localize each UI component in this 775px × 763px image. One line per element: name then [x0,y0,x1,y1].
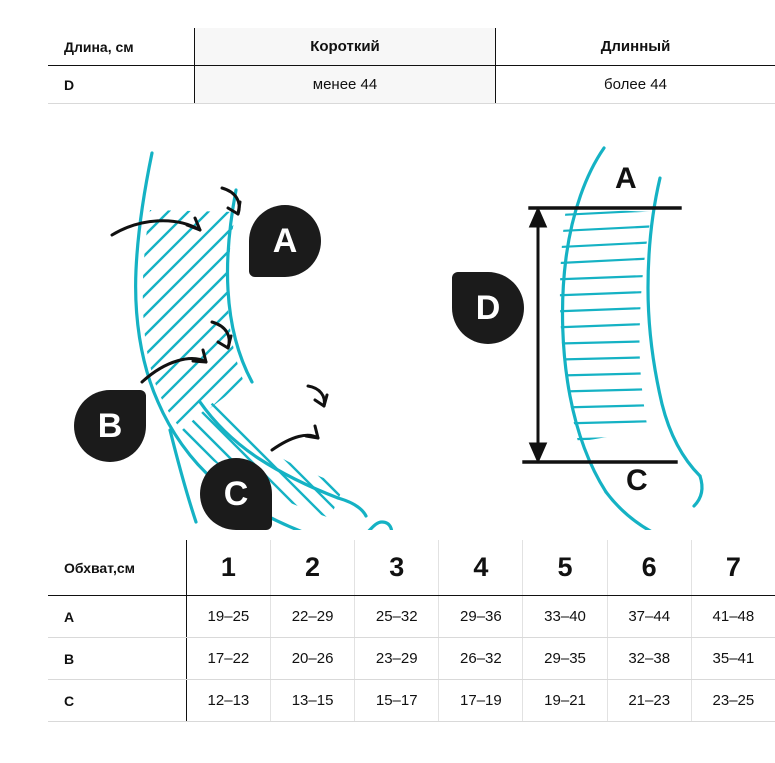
girth-a-2: 22–29 [270,596,354,638]
table-row [48,680,775,722]
girth-table-header-label: Обхват,см [48,540,186,596]
length-table-header-label: Длина, см [48,28,195,66]
girth-c-7: 23–25 [691,680,775,722]
girth-col-2: 2 [270,540,354,596]
illustration-area [0,130,775,530]
girth-row-label-b: B [48,638,186,680]
table-row [48,540,775,596]
length-table-head [48,28,775,66]
badge-a: A [249,205,321,277]
girth-table [48,540,775,722]
girth-row-label-c: C [48,680,186,722]
measure-arrow-d [531,210,545,460]
length-table-header-short: Короткий [195,28,496,66]
badge-b: B [74,390,146,462]
girth-b-7: 35–41 [691,638,775,680]
girth-a-6: 37–44 [607,596,691,638]
length-row-d-short: менее 44 [195,66,496,104]
table-row [48,66,775,104]
girth-col-3: 3 [355,540,439,596]
length-row-label-d: D [48,66,195,104]
length-table-body [48,66,775,104]
girth-a-3: 25–32 [355,596,439,638]
girth-c-1: 12–13 [186,680,270,722]
girth-c-5: 19–21 [523,680,607,722]
table-row [48,28,775,66]
girth-col-5: 5 [523,540,607,596]
girth-c-3: 15–17 [355,680,439,722]
girth-table-head [48,540,775,596]
hatch-forearm [106,370,464,530]
table-row [48,638,775,680]
measure-bars-right [524,208,680,462]
girth-col-6: 6 [607,540,691,596]
girth-row-label-a: A [48,596,186,638]
table-row [48,596,775,638]
girth-b-3: 23–29 [355,638,439,680]
girth-b-6: 32–38 [607,638,691,680]
hatch-right-arm [540,208,700,440]
girth-c-4: 17–19 [439,680,523,722]
girth-col-7: 7 [691,540,775,596]
girth-c-2: 13–15 [270,680,354,722]
girth-a-5: 33–40 [523,596,607,638]
girth-b-2: 20–26 [270,638,354,680]
badge-c: C [200,458,272,530]
length-table [48,28,775,104]
arm-diagram-svg [0,130,775,530]
girth-a-7: 41–48 [691,596,775,638]
girth-b-4: 26–32 [439,638,523,680]
girth-col-1: 1 [186,540,270,596]
girth-table-body [48,596,775,722]
badge-d: D [452,272,524,344]
label-a-right: A [615,162,637,195]
label-c-right: C [626,464,648,497]
length-row-d-long: более 44 [496,66,775,104]
length-table-header-long: Длинный [496,28,775,66]
girth-col-4: 4 [439,540,523,596]
girth-a-1: 19–25 [186,596,270,638]
girth-b-1: 17–22 [186,638,270,680]
girth-c-6: 21–23 [607,680,691,722]
girth-a-4: 29–36 [439,596,523,638]
girth-b-5: 29–35 [523,638,607,680]
